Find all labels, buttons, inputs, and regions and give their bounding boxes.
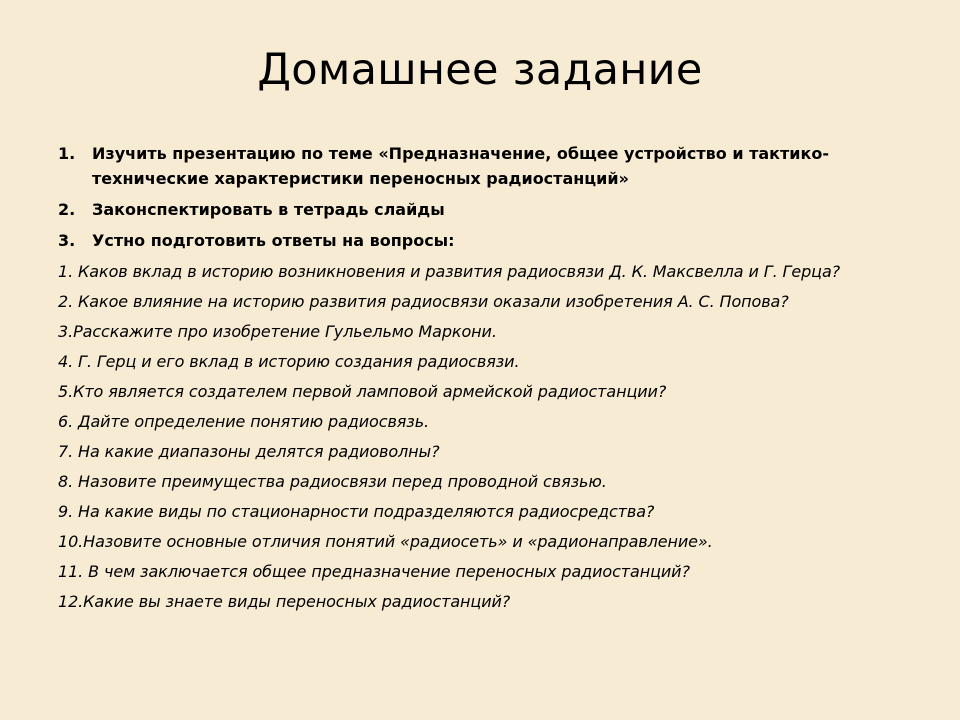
question-11: 11. В чем заключается общее предназначение переносных радиостанций?: [58, 562, 690, 581]
task-number: 2.: [58, 200, 76, 219]
question-6: 6. Дайте определение понятию радиосвязь.: [58, 412, 430, 431]
task-item-3: [58, 228, 908, 253]
question-12: 12.Какие вы знаете виды переносных радиостанций?: [58, 592, 511, 611]
task-text: Законспектировать в тетрадь слайды: [92, 200, 445, 219]
question-2: 2. Какое влияние на историю развития радиосвязи оказали изобретения А. С. Попова?: [58, 292, 789, 311]
question-1: 1. Каков вклад в историю возникновения и развития радиосвязи Д. К. Максвелла и Г. Герца?: [58, 262, 841, 281]
task-text: Изучить презентацию по теме «Предназначение, общее устройство и тактико-технические характеристики переносных радиостанций»: [92, 144, 829, 188]
question-9: 9. На какие виды по стационарности подразделяются радиосредства?: [58, 502, 655, 521]
task-text: Устно подготовить ответы на вопросы:: [92, 231, 455, 250]
task-number: 3.: [58, 231, 76, 250]
task-item-1: [58, 141, 908, 191]
question-3: 3.Расскажите про изобретение Гульельмо Маркони.: [58, 322, 497, 341]
task-number: 1.: [58, 144, 76, 163]
question-4: 4. Г. Герц и его вклад в историю создания радиосвязи.: [58, 352, 520, 371]
question-8: 8. Назовите преимущества радиосвязи перед проводной связью.: [58, 472, 607, 491]
question-5: 5.Кто является создателем первой ламповой армейской радиостанции?: [58, 382, 667, 401]
task-item-2: [58, 197, 908, 222]
question-7: 7. На какие диапазоны делятся радиоволны?: [58, 442, 440, 461]
slide-content: [58, 141, 908, 619]
question-10: 10.Назовите основные отличия понятий «радиосеть» и «радионаправление».: [58, 532, 713, 551]
slide-title: Домашнее задание: [257, 45, 703, 95]
